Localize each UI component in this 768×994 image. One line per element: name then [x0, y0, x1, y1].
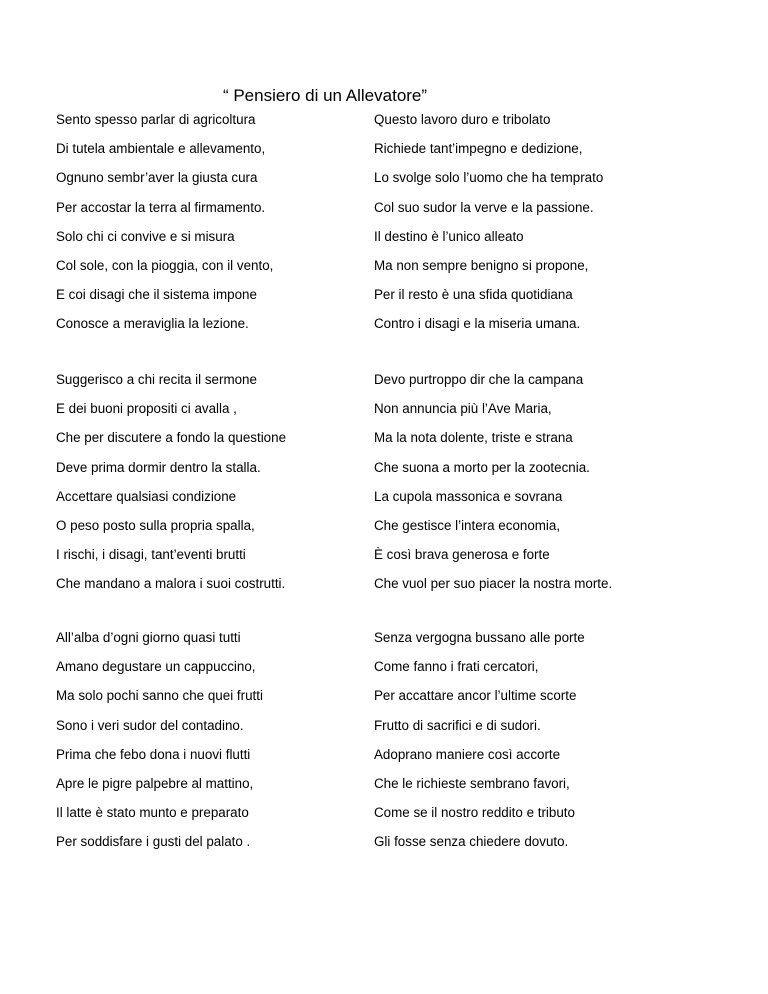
verse-line: Come fanno i frati cercatori, [374, 659, 539, 675]
verse-line: I rischi, i disagi, tant’eventi brutti [56, 547, 246, 563]
poem-title: “ Pensiero di un Allevatore” [222, 86, 428, 105]
verse-line: Di tutela ambientale e allevamento, [56, 141, 266, 157]
verse-line: Col sole, con la pioggia, con il vento, [56, 258, 274, 273]
verse-line: Che suona a morto per la zootecnia. [374, 459, 590, 475]
verse-line: Contro i disagi e la miseria umana. [374, 316, 581, 332]
verse-line: Non annuncia più l’Ave Maria, [374, 401, 552, 417]
verse-line: Per soddisfare i gusti del palato . [56, 834, 251, 850]
verse-line: Senza vergogna bussano alle porte [374, 630, 585, 645]
verse-line: Conosce a meraviglia la lezione. [56, 316, 249, 332]
verse-line: Ognuno sembr’aver la giusta cura [56, 170, 258, 186]
verse-line: Ma non sempre benigno si propone, [374, 258, 589, 273]
verse-line: Che le richieste sembrano favori, [374, 776, 570, 791]
verse-line: Il latte è stato munto e preparato [56, 805, 249, 821]
verse-line: Amano degustare un cappuccino, [56, 659, 256, 675]
verse-line: Che per discutere a fondo la questione [56, 430, 287, 446]
verse-line: Accettare qualsiasi condizione [56, 488, 237, 504]
verse-line: Che vuol per suo piacer la nostra morte. [374, 576, 613, 592]
verse-line: Per accattare ancor l’ultime scorte [374, 688, 577, 704]
verse-line: Suggerisco a chi recita il sermone [56, 372, 257, 387]
verse-line: Questo lavoro duro e tribolato [374, 112, 551, 127]
verse-line: Richiede tant’impegno e dedizione, [374, 141, 583, 157]
verse-line: Devo purtroppo dir che la campana [374, 372, 584, 387]
verse-line: Lo svolge solo l’uomo che ha temprato [374, 170, 604, 186]
verse-line: Solo chi ci convive e si misura [56, 228, 235, 244]
verse-line: E dei buoni propositi ci avalla , [56, 401, 237, 417]
verse-line: Che mandano a malora i suoi costrutti. [56, 576, 286, 592]
verse-line: Come se il nostro reddito e tributo [374, 805, 575, 821]
verse-line: Ma solo pochi sanno che quei frutti [56, 688, 263, 704]
verse-line: Il destino è l’unico alleato [374, 228, 524, 244]
verse-line: All’alba d’ogni giorno quasi tutti [56, 630, 241, 645]
verse-line: Apre le pigre palpebre al mattino, [56, 776, 254, 791]
verse-line: Frutto di sacrifici e di sudori. [374, 717, 541, 733]
verse-line: O peso posto sulla propria spalla, [56, 518, 255, 533]
verse-line: Sento spesso parlar di agricoltura [56, 112, 256, 127]
verse-line: La cupola massonica e sovrana [374, 488, 563, 504]
verse-line: Sono i veri sudor del contadino. [56, 717, 244, 733]
verse-line: Per il resto è una sfida quotidiana [374, 287, 573, 303]
verse-line: Che gestisce l’intera economia, [374, 518, 561, 533]
verse-line: Adoprano maniere così accorte [374, 746, 561, 762]
verse-line: È così brava generosa e forte [374, 547, 550, 563]
verse-line: Prima che febo dona i nuovi flutti [56, 746, 251, 762]
verse-line: Per accostar la terra al firmamento. [56, 199, 266, 215]
verse-line: Ma la nota dolente, triste e strana [374, 430, 573, 446]
verse-line: Gli fosse senza chiedere dovuto. [374, 834, 569, 850]
verse-line: Deve prima dormir dentro la stalla. [56, 459, 261, 475]
verse-line: E coi disagi che il sistema impone [56, 287, 257, 303]
verse-line: Col suo sudor la verve e la passione. [374, 199, 594, 215]
